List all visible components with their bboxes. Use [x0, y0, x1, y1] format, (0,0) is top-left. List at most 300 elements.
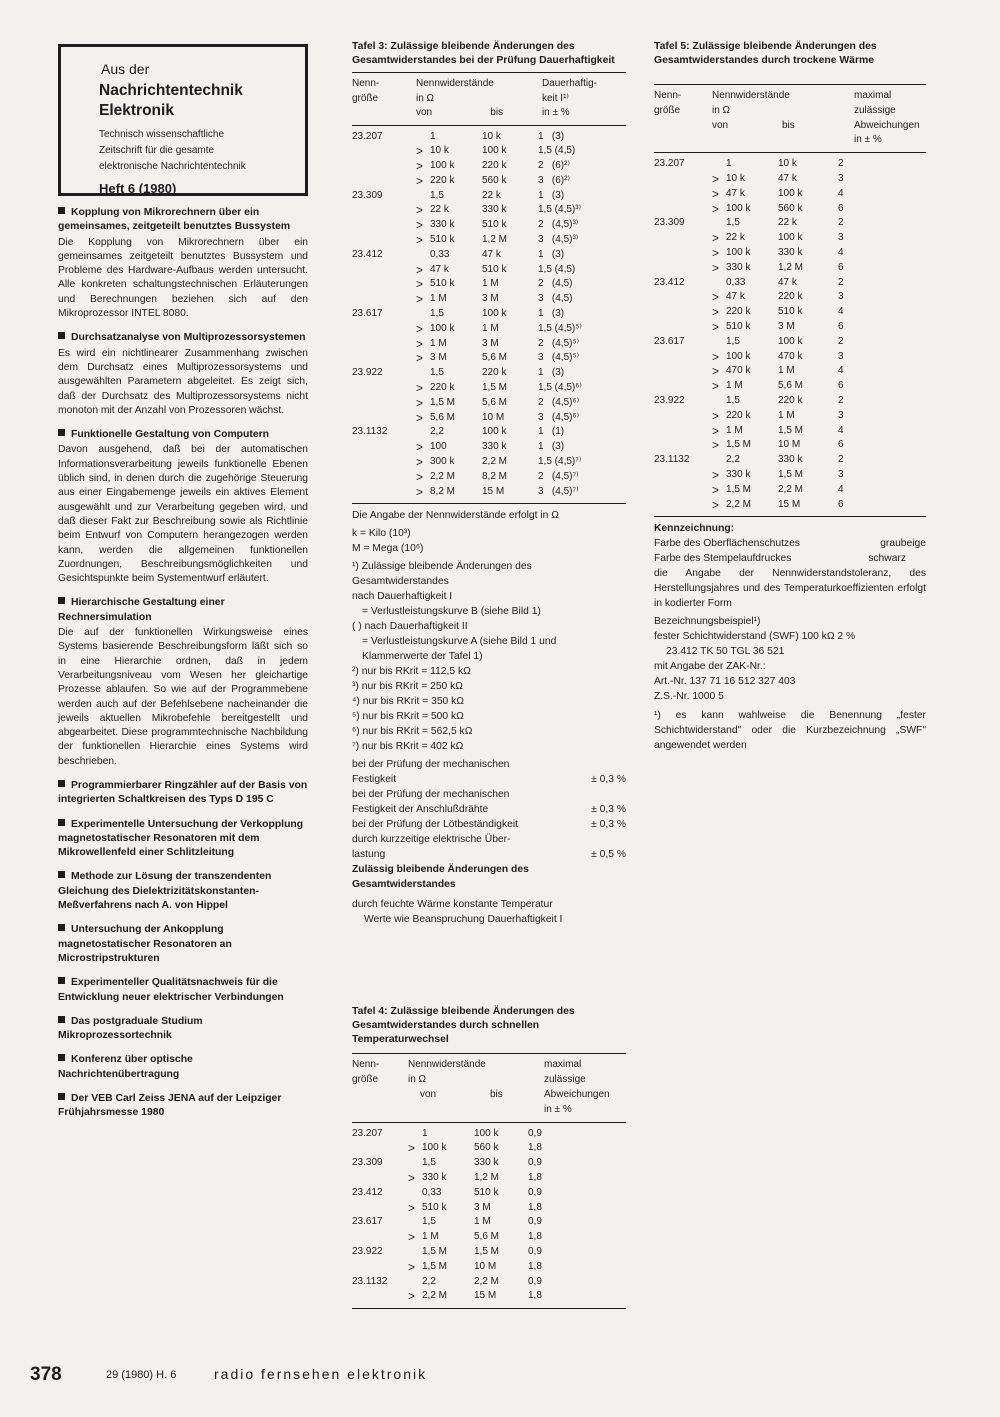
cell-v: 2 (4,5)⁵⁾ — [538, 337, 580, 349]
cell-bis: 5,6 M — [482, 396, 508, 408]
table-row — [654, 290, 926, 305]
table-row — [352, 1171, 626, 1186]
cell-von: 1 M — [726, 424, 743, 436]
cell-bis: 1 M — [474, 1216, 491, 1228]
table-row — [654, 453, 926, 468]
right-column — [654, 40, 926, 753]
cell-gt: > — [712, 201, 720, 216]
cell-g — [654, 305, 712, 320]
cell-v: 3 — [838, 350, 844, 362]
cell-v: 1,5 (4,5)⁷⁾ — [538, 456, 582, 468]
cell-bis: 15 M — [482, 485, 505, 497]
cell-g — [352, 203, 416, 218]
tafel5-head — [654, 89, 926, 148]
box-pre: Aus der — [101, 61, 150, 77]
article-item — [58, 870, 308, 913]
cell-bis: 2,2 M — [474, 1275, 500, 1287]
cell-v: 2 — [838, 394, 844, 406]
note-row — [352, 817, 626, 832]
cell-g: 23.617 — [654, 335, 685, 347]
cell-v: 1 (3) — [538, 189, 565, 201]
note-line: ⁶) nur bis RKrit = 562,5 kΩ — [352, 726, 473, 738]
cell-von: 0,33 — [726, 276, 746, 288]
t5-h2d: bis — [782, 119, 795, 131]
t5-h2a: Nennwiderstände — [712, 90, 790, 101]
cell-v: 3 (4,5)³⁾ — [538, 234, 579, 246]
cell-von: 1,5 — [422, 1157, 436, 1169]
table-row — [654, 394, 926, 409]
cell-gt: > — [408, 1230, 416, 1245]
article-title-text: Das postgraduale Studium Mikroprozessortechnik — [58, 1015, 203, 1042]
note-heading: Zulässig bleibende Änderungen des — [352, 864, 529, 876]
cell-gt — [416, 130, 430, 145]
cell-v: 0,9 — [528, 1186, 542, 1198]
cell-g — [352, 440, 416, 455]
article-title — [58, 779, 308, 808]
table-row — [352, 277, 626, 292]
cell-gt: > — [712, 482, 720, 497]
table-row — [352, 322, 626, 337]
cell-g — [352, 470, 416, 485]
cell-von: 1,5 M — [422, 1245, 448, 1257]
cell-bis: 330 k — [482, 204, 507, 216]
cell-gt: > — [416, 262, 424, 277]
cell-bis: 10 M — [474, 1260, 497, 1272]
cell-von: 22 k — [726, 232, 745, 244]
table-row — [654, 438, 926, 453]
cell-v: 2 — [838, 276, 844, 288]
cell-von: 2,2 — [430, 426, 444, 438]
cell-von: 47 k — [726, 187, 745, 199]
cell-g — [352, 277, 416, 292]
kenn-line: fester Schichtwiderstand (SWF) 100 kΩ 2 % — [654, 631, 856, 643]
table-row — [654, 364, 926, 379]
cell-v: 4 — [838, 187, 844, 199]
cell-v: 0,9 — [528, 1245, 542, 1257]
cell-gt: > — [712, 438, 720, 453]
article-item — [58, 1053, 308, 1082]
note-row — [352, 847, 626, 862]
cell-v: 2 (4,5) — [538, 278, 573, 290]
cell-v: 1,8 — [528, 1201, 542, 1213]
cell-bis: 510 k — [474, 1186, 499, 1198]
article-title-text: Durchsatzanalyse von Multiprozessorsystemen — [71, 332, 306, 344]
cell-g — [352, 1230, 408, 1245]
t4-h3b: zulässige — [544, 1074, 586, 1086]
table-row — [654, 202, 926, 217]
cell-gt: > — [408, 1259, 416, 1274]
cell-g — [352, 396, 416, 411]
cell-gt: > — [416, 144, 424, 159]
cell-gt: > — [712, 319, 720, 334]
tafel3-table — [352, 77, 626, 121]
cell-v: 0,9 — [528, 1216, 542, 1228]
bullet-square-icon — [58, 207, 65, 214]
kenn-line: Z.S.-Nr. 1000 5 — [654, 691, 724, 703]
cell-bis: 560 k — [778, 202, 803, 214]
page-footer — [30, 1364, 970, 1386]
cell-bis: 220 k — [482, 160, 507, 172]
t4-h2b: in Ω — [408, 1074, 427, 1086]
article-item — [58, 428, 308, 586]
cell-von: 1,5 M — [422, 1260, 448, 1272]
cell-von: 100 k — [422, 1142, 447, 1154]
cell-gt — [712, 394, 726, 409]
article-item — [58, 923, 308, 966]
cell-v: 6 — [838, 320, 844, 332]
cell-v: 2 — [838, 217, 844, 229]
cell-von: 100 k — [726, 350, 751, 362]
cell-bis: 5,6 M — [778, 380, 804, 392]
cell-bis: 100 k — [778, 232, 803, 244]
cell-v: 1,5 (4,5)³⁾ — [538, 204, 582, 216]
cell-von: 2,2 — [726, 454, 740, 466]
cell-von: 220 k — [726, 409, 751, 421]
article-title-text: Experimentelle Untersuchung der Verkopplung magnetostatischer Resonatoren mit dem Mikrowellenfeld einer Schlitzleitung — [58, 818, 304, 859]
kenn-text: die Angabe der Nennwiderstandstoleranz, des Herstellungsjahres und des Temperaturkoeffizienten erfolgt in kodierter Form — [654, 568, 926, 610]
cell-von: 330 k — [430, 219, 455, 231]
note-value: ± 0,5 % — [591, 849, 626, 861]
cell-bis: 1,2 M — [778, 261, 804, 273]
article-title-text: Methode zur Lösung der transzendenten Gleichung des Dielektrizitätskonstanten-Meßverfahrens nach A. von Hippel — [58, 871, 272, 912]
cell-bis: 560 k — [474, 1142, 499, 1154]
cell-gt: > — [416, 277, 424, 292]
note-row — [352, 772, 626, 787]
table-row — [352, 1215, 626, 1230]
cell-v: 1 (1) — [538, 426, 565, 438]
cell-g — [352, 1289, 408, 1304]
t4-h3c: Abweichungen — [544, 1089, 610, 1101]
cell-von: 1,5 — [726, 394, 740, 406]
cell-bis: 1,5 M — [778, 468, 804, 480]
cell-g — [654, 202, 712, 217]
cell-g — [654, 290, 712, 305]
table-row — [352, 130, 626, 145]
cell-v: 0,9 — [528, 1127, 542, 1139]
bullet-square-icon — [58, 819, 65, 826]
cell-von: 1,5 — [726, 217, 740, 229]
cell-von: 510 k — [430, 234, 455, 246]
cell-bis: 220 k — [482, 367, 507, 379]
cell-bis: 100 k — [778, 187, 803, 199]
cell-von: 330 k — [726, 261, 751, 273]
cell-g — [352, 1260, 408, 1275]
table-row — [654, 261, 926, 276]
cell-gt: > — [416, 173, 424, 188]
cell-gt: > — [712, 364, 720, 379]
cell-von: 100 k — [726, 246, 751, 258]
cell-bis: 3 M — [482, 293, 499, 305]
kenn-value: graubeige — [880, 538, 926, 550]
cell-bis: 1,2 M — [482, 234, 508, 246]
table-row — [352, 248, 626, 263]
cell-gt: > — [712, 171, 720, 186]
cell-v: 6 — [838, 202, 844, 214]
article-title-text: Funktionelle Gestaltung von Computern — [71, 429, 270, 441]
article-title-text: Der VEB Carl Zeiss JENA auf der Leipziger Frühjahrsmesse 1980 — [58, 1093, 282, 1119]
article-text: Es wird ein nichtlinearer Zusammenhang zwischen dem Durchsatz eines Multiprozessorsystems und ausgewählten Parametern abgeleitet. Es zeigt sich, daß der Durchsatz des Multiprozessorsystems nicht monoton mit der Anzahl von Prozessoren wächst. — [58, 347, 308, 416]
table-row — [352, 396, 626, 411]
cell-von: 1,5 — [726, 335, 740, 347]
table-row — [352, 440, 626, 455]
cell-g — [654, 261, 712, 276]
journal-box — [58, 44, 308, 196]
cell-v: 0,9 — [528, 1275, 542, 1287]
cell-gt: > — [712, 467, 720, 482]
cell-gt: > — [416, 455, 424, 470]
article-text: Die Kopplung von Mikrorechnern über ein gemeinsames zeitgeteilt benutztes Bussystem und Probleme des Hardware-Aufbaus werden untersucht. Alle konkreten schaltungstechnischen Erläuterungen und Berechnungen beziehen sich auf den Mikroprozessor INTEL 8080. — [58, 236, 308, 320]
table-row — [654, 468, 926, 483]
cell-g: 23.617 — [352, 1216, 383, 1228]
article-title — [58, 596, 308, 625]
kennzeichnung — [654, 521, 926, 753]
cell-g — [654, 246, 712, 261]
cell-bis: 510 k — [482, 263, 507, 275]
cell-v: 4 — [838, 365, 844, 377]
table-row — [352, 233, 626, 248]
cell-gt: > — [408, 1141, 416, 1156]
cell-g — [654, 379, 712, 394]
cell-gt: > — [416, 203, 424, 218]
note-line: = Verlustleistungskurve B (siehe Bild 1) — [362, 606, 541, 618]
cell-gt: > — [416, 440, 424, 455]
article-title — [58, 331, 308, 345]
cell-v: 1,8 — [528, 1142, 542, 1154]
t3-h2d: bis — [490, 107, 504, 118]
cell-g — [654, 468, 712, 483]
cell-v: 3 (4,5) — [538, 293, 573, 305]
tafel3-notes — [352, 508, 626, 927]
kenn-label: Farbe des Stempelaufdruckes — [654, 553, 792, 565]
cell-v: 2 — [838, 158, 844, 170]
cell-bis: 1,5 M — [482, 382, 508, 394]
note-label: Festigkeit der Anschlußdrähte — [352, 804, 489, 816]
cell-von: 22 k — [430, 204, 449, 216]
bullet-square-icon — [58, 332, 65, 339]
table-row — [352, 174, 626, 189]
cell-v: 1 (3) — [538, 248, 565, 260]
tafel4-section — [352, 1005, 626, 1309]
cell-g: 23.412 — [654, 276, 685, 288]
cell-bis: 5,6 M — [482, 352, 508, 364]
cell-bis: 8,2 M — [482, 470, 508, 482]
table-row — [654, 157, 926, 172]
t4-h3d: in ± % — [544, 1103, 572, 1115]
cell-v: 1 (3) — [538, 308, 565, 320]
cell-g — [352, 1141, 408, 1156]
table-row — [654, 320, 926, 335]
left-column — [58, 40, 308, 1121]
table-row — [654, 172, 926, 187]
cell-von: 1 — [422, 1127, 428, 1139]
cell-v: 1,5 (4,5) — [538, 263, 576, 275]
article-title — [58, 1053, 308, 1082]
box-desc — [99, 127, 293, 175]
t4-h2c: von — [420, 1089, 437, 1101]
cell-g — [352, 455, 416, 470]
cell-gt — [712, 216, 726, 231]
cell-g — [654, 364, 712, 379]
cell-bis: 10 k — [482, 130, 501, 142]
cell-bis: 470 k — [778, 350, 803, 362]
cell-v: 1 (3) — [538, 130, 565, 142]
cell-g — [352, 381, 416, 396]
cell-gt: > — [408, 1200, 416, 1215]
table-row — [352, 1156, 626, 1171]
box-desc-3: elektronische Nachrichtentechnik — [99, 161, 246, 172]
cell-bis: 100 k — [482, 308, 507, 320]
cell-von: 5,6 M — [430, 411, 456, 423]
cell-v: 1 (3) — [538, 367, 565, 379]
table-row — [352, 470, 626, 485]
cell-bis: 3 M — [474, 1201, 491, 1213]
cell-gt — [712, 335, 726, 350]
table-row — [654, 483, 926, 498]
cell-bis: 15 M — [474, 1290, 497, 1302]
table-row — [352, 203, 626, 218]
cell-v: 4 — [838, 424, 844, 436]
cell-bis: 10 k — [778, 158, 797, 170]
box-desc-2: Zeitschrift für die gesamte — [99, 145, 215, 156]
cell-gt: > — [712, 408, 720, 423]
box-heft: Heft 6 (1980) — [99, 181, 177, 196]
cell-bis: 100 k — [474, 1127, 499, 1139]
bullet-square-icon — [58, 780, 65, 787]
t3-h1b: größe — [352, 92, 379, 104]
table-row — [352, 411, 626, 426]
cell-v: 2 (4,5)⁷⁾ — [538, 470, 579, 482]
cell-v: 2 (4,5)³⁾ — [538, 219, 579, 231]
issue-info: 29 (1980) H. 6 — [106, 1369, 177, 1381]
t3-h3b: keit I¹⁾ — [541, 92, 569, 104]
cell-g — [654, 498, 712, 513]
cell-bis: 2,2 M — [778, 483, 804, 495]
cell-gt — [416, 248, 430, 263]
cell-bis: 3 M — [778, 320, 795, 332]
cell-bis: 330 k — [474, 1157, 499, 1169]
cell-g: 23.207 — [352, 1127, 383, 1139]
cell-v: 3 — [838, 468, 844, 480]
cell-gt: > — [416, 410, 424, 425]
cell-g — [352, 322, 416, 337]
kenn-title: Kennzeichnung: — [654, 523, 735, 535]
cell-v: 4 — [838, 483, 844, 495]
cell-von: 8,2 M — [430, 485, 456, 497]
cell-von: 2,2 M — [430, 470, 456, 482]
cell-bis: 330 k — [778, 454, 803, 466]
bullet-square-icon — [58, 924, 65, 931]
bullet-square-icon — [58, 1016, 65, 1023]
cell-v: 1 (3) — [538, 441, 565, 453]
cell-bis: 100 k — [778, 335, 803, 347]
cell-g — [654, 187, 712, 202]
t4-h2d: bis — [490, 1089, 503, 1101]
cell-g — [352, 218, 416, 233]
note-line: ²) nur bis RKrit = 112,5 kΩ — [352, 666, 471, 678]
cell-bis: 510 k — [778, 306, 803, 318]
cell-g: 23.922 — [352, 1245, 383, 1257]
cell-von: 510 k — [422, 1201, 447, 1213]
note-row — [352, 802, 626, 817]
table-row — [352, 1186, 626, 1201]
article-title-text: Kopplung von Mikrorechnern über ein gemeinsames, zeitgeteilt benutztes Bussystem — [58, 207, 291, 233]
t3-h2c: von — [416, 107, 433, 118]
t5-h2c: von — [712, 119, 729, 131]
t3-h2b: in Ω — [416, 92, 435, 104]
table-row — [654, 409, 926, 424]
cell-von: 2,2 — [422, 1275, 436, 1287]
article-title — [58, 818, 308, 861]
cell-von: 1,5 M — [430, 396, 456, 408]
cell-g: 23.412 — [352, 248, 383, 260]
kenn-label: Farbe des Oberflächenschutzes — [654, 538, 800, 550]
note-line: ⁴) nur bis RKrit = 350 kΩ — [352, 696, 464, 708]
bullet-square-icon — [58, 429, 65, 436]
article-title — [58, 1092, 308, 1121]
table-row — [654, 379, 926, 394]
table-row — [352, 159, 626, 174]
cell-von: 1,5 — [430, 189, 444, 201]
note-line: bei der Prüfung der mechanischen — [352, 759, 510, 771]
article-item — [58, 818, 308, 861]
note-line: nach Dauerhaftigkeit I — [352, 591, 453, 603]
kenn-line: mit Angabe der ZAK-Nr.: — [654, 661, 766, 673]
kenn-value: schwarz — [868, 553, 906, 565]
tafel4-body — [352, 1127, 626, 1305]
cell-gt: > — [416, 351, 424, 366]
t3-h3a: Dauerhaftig- — [541, 78, 597, 89]
cell-bis: 2,2 M — [482, 456, 508, 468]
note-line: durch kurzzeitige elektrische Über- — [352, 834, 511, 846]
cell-v: 1,8 — [528, 1172, 542, 1183]
cell-bis: 510 k — [482, 219, 507, 231]
cell-g: 23.922 — [654, 394, 685, 406]
cell-g: 23.922 — [352, 367, 383, 379]
table-row — [352, 189, 626, 204]
cell-v: 2 (4,5)⁶⁾ — [538, 396, 580, 408]
cell-v: 1,5 (4,5)⁵⁾ — [538, 322, 582, 334]
table-row — [352, 263, 626, 278]
cell-g — [352, 337, 416, 352]
tafel3-caption: Tafel 3: Zulässige bleibende Änderungen des Gesamtwiderstandes bei der Prüfung Dauerhaftigkeit — [352, 41, 615, 66]
bullet-square-icon — [58, 977, 65, 984]
cell-von: 300 k — [430, 456, 455, 468]
note-line: Klammerwerte der Tafel 1) — [362, 651, 483, 663]
note-line: k = Kilo (10³) — [352, 528, 411, 540]
cell-gt: > — [416, 292, 424, 307]
cell-von: 1 — [726, 158, 732, 170]
t5-h3a: maximal — [854, 90, 892, 101]
cell-gt — [712, 453, 726, 468]
box-title-2: Elektronik — [99, 102, 174, 119]
cell-von: 10 k — [726, 172, 745, 184]
cell-gt: > — [712, 497, 720, 512]
article-title — [58, 428, 308, 442]
tafel4-head — [352, 1058, 626, 1117]
t4-h2a: Nennwiderstände — [408, 1059, 486, 1071]
cell-von: 0,33 — [422, 1186, 442, 1198]
cell-gt — [416, 425, 430, 440]
cell-bis: 10 M — [482, 411, 505, 423]
kenn-row — [654, 551, 926, 566]
cell-g — [654, 320, 712, 335]
note-line: ⁷) nur bis RKrit = 402 kΩ — [352, 741, 464, 753]
table-row — [352, 1275, 626, 1290]
article-title — [58, 923, 308, 966]
cell-gt: > — [712, 379, 720, 394]
cell-bis: 5,6 M — [474, 1231, 500, 1243]
cell-v: 2 — [838, 454, 844, 466]
